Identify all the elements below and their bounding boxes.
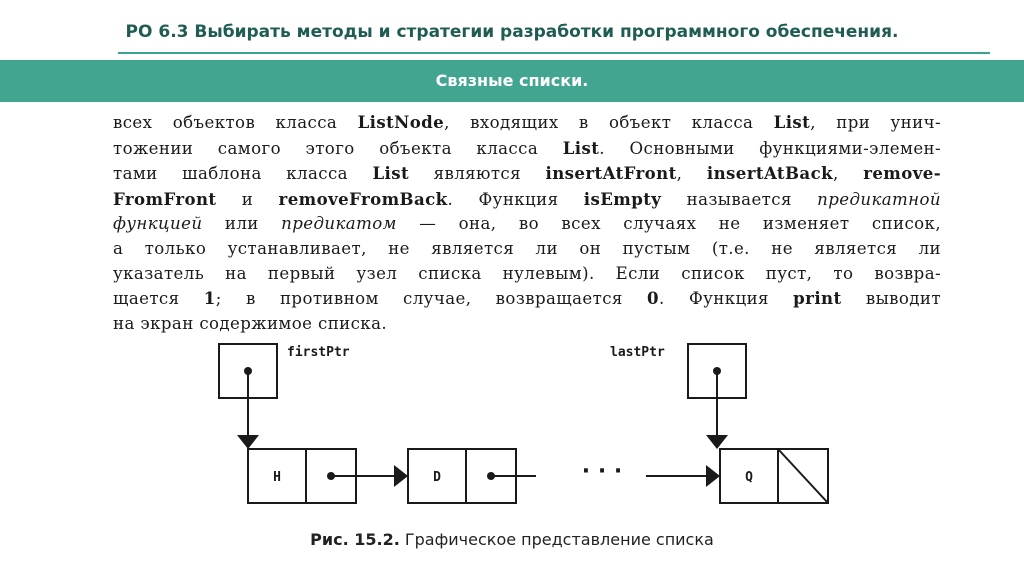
h-next-dot [327, 472, 335, 480]
caption-text: Графическое представление списка [399, 530, 714, 549]
d-next-dot [487, 472, 495, 480]
node-d-label: D [433, 470, 441, 485]
caption-prefix: Рис. 15.2. [310, 530, 400, 549]
last-ptr-label: lastPtr [610, 345, 665, 360]
linked-list-diagram [0, 330, 1024, 530]
text-line-8: щается 1; в противном случае, возвращается 0. Функция print выводит [113, 288, 941, 309]
node-q-label: Q [745, 470, 753, 485]
text-line-6: а только устанавливает, не является ли он пустым (т.е. не является ли [113, 238, 941, 258]
node-h-label: H [273, 470, 281, 485]
section-heading: Связные списки. [0, 60, 1024, 102]
figure-caption [0, 530, 1024, 549]
text-line-9: на экран содержимое списка. [113, 313, 388, 333]
ellipsis: · · · [581, 459, 623, 484]
last-ptr-dot [713, 367, 721, 375]
body-paragraph [113, 110, 941, 336]
h-to-d-arrowhead [394, 465, 408, 487]
first-ptr-label: firstPtr [287, 345, 350, 360]
null-pointer-slash [778, 449, 828, 503]
text-line-2: тожении самого этого объекта класса List. Основными функциями-элемен- [113, 137, 942, 158]
title-divider [118, 52, 990, 54]
slide-title: РО 6.3 Выбирать методы и стратегии разработки программного обеспечения. [125, 22, 899, 42]
to-q-arrowhead [706, 465, 720, 487]
text-line-7: указатель на первый узел списка нулевым). Если список пуст, то возвра- [113, 263, 941, 283]
text-line-3: тами шаблона класса List являются insertAtFront, insertAtBack, remove- [113, 163, 941, 184]
text-line-1: всех объектов класса ListNode, входящих в объект класса List, при унич- [113, 112, 941, 132]
first-ptr-dot [244, 367, 252, 375]
first-ptr-arrowhead [237, 435, 259, 449]
text-line-5: функцией или предикатом — она, во всех случаях не изменяет список, [113, 214, 942, 234]
last-ptr-arrowhead [706, 435, 728, 449]
text-line-4: FromFront и removeFromBack. Функция isEmpty называется предикатной [113, 188, 941, 209]
